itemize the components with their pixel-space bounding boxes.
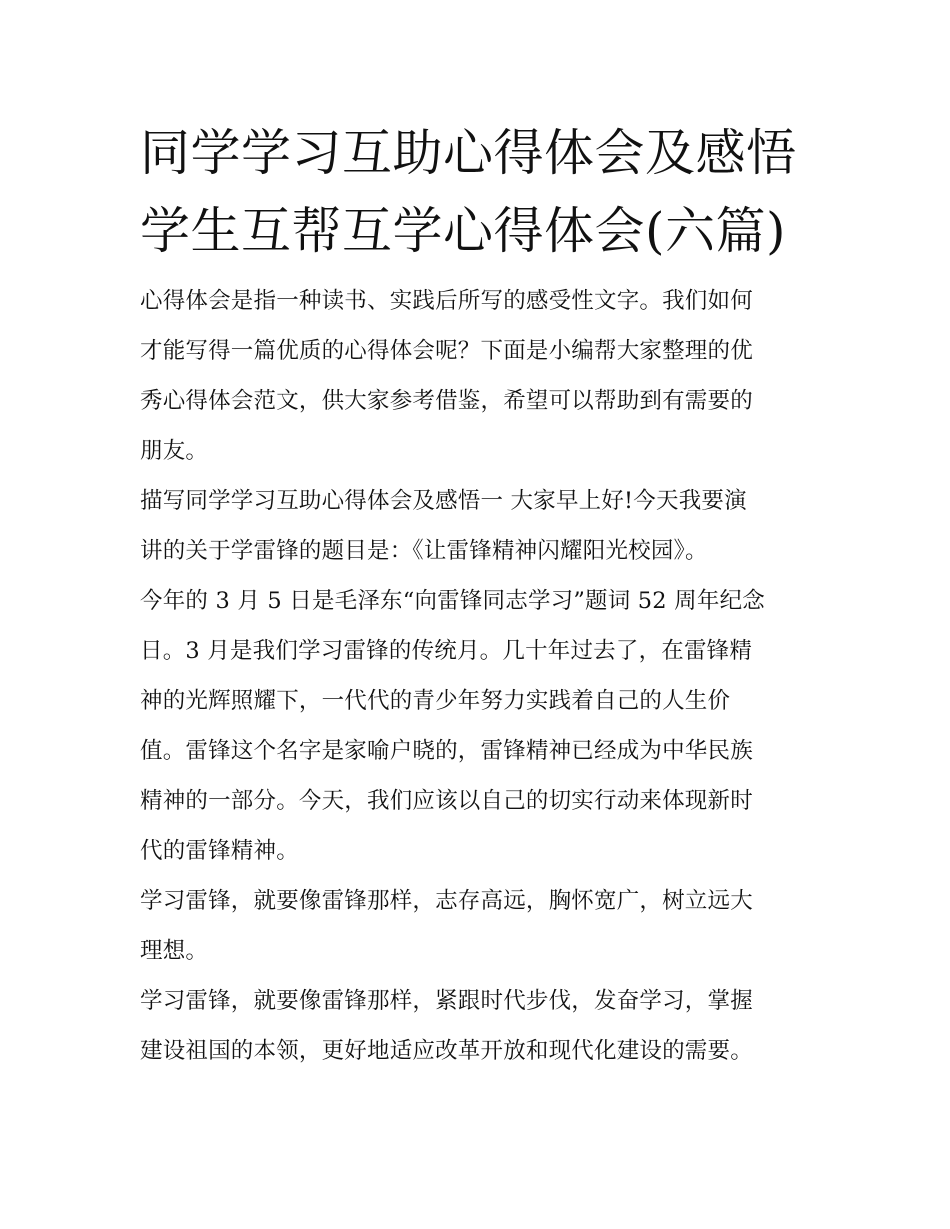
- paragraph-study: [140, 976, 820, 1076]
- document-body: [140, 276, 820, 1076]
- paragraph-speech-opening: [140, 476, 820, 576]
- text-line: 才能写得一篇优质的心得体会呢？下面是小编帮大家整理的优: [140, 338, 753, 364]
- paragraph-ideals: [140, 876, 820, 976]
- text-line: 理想。: [140, 938, 209, 964]
- document-title: [140, 114, 830, 270]
- title-line-2: 学生互帮互学心得体会(六篇): [140, 202, 787, 260]
- text-line: 建设祖国的本领，更好地适应改革开放和现代化建设的需要。: [140, 1038, 753, 1064]
- text-line: 代的雷锋精神。: [140, 838, 299, 864]
- text-line: 值。雷锋这个名字是家喻户晓的，雷锋精神已经成为中华民族: [140, 738, 753, 764]
- text-line: 讲的关于学雷锋的题目是：《让雷锋精神闪耀阳光校园》。: [140, 538, 708, 564]
- text-line: 秀心得体会范文，供大家参考借鉴，希望可以帮助到有需要的: [140, 388, 753, 414]
- text-line: 学习雷锋，就要像雷锋那样，紧跟时代步伐，发奋学习，掌握: [140, 988, 753, 1014]
- title-line-1: 同学学习互助心得体会及感悟: [140, 124, 797, 182]
- text-line: 朋友。: [140, 438, 209, 464]
- paragraph-lei-feng-day: [140, 576, 820, 876]
- text-line: 神的光辉照耀下，一代代的青少年努力实践着自己的人生价: [140, 688, 731, 714]
- text-line: 心得体会是指一种读书、实践后所写的感受性文字。我们如何: [140, 288, 753, 314]
- text-line: 描写同学学习互助心得体会及感悟一 大家早上好!今天我要演: [140, 488, 747, 514]
- text-line: 日。3 月是我们学习雷锋的传统月。几十年过去了，在雷锋精: [140, 638, 753, 664]
- text-line: 今年的 3 月 5 日是毛泽东“向雷锋同志学习”题词 52 周年纪念: [140, 588, 765, 614]
- text-line: 精神的一部分。今天，我们应该以自己的切实行动来体现新时: [140, 788, 753, 814]
- paragraph-intro: [140, 276, 820, 476]
- text-line: 学习雷锋，就要像雷锋那样，志存高远，胸怀宽广，树立远大: [140, 888, 753, 914]
